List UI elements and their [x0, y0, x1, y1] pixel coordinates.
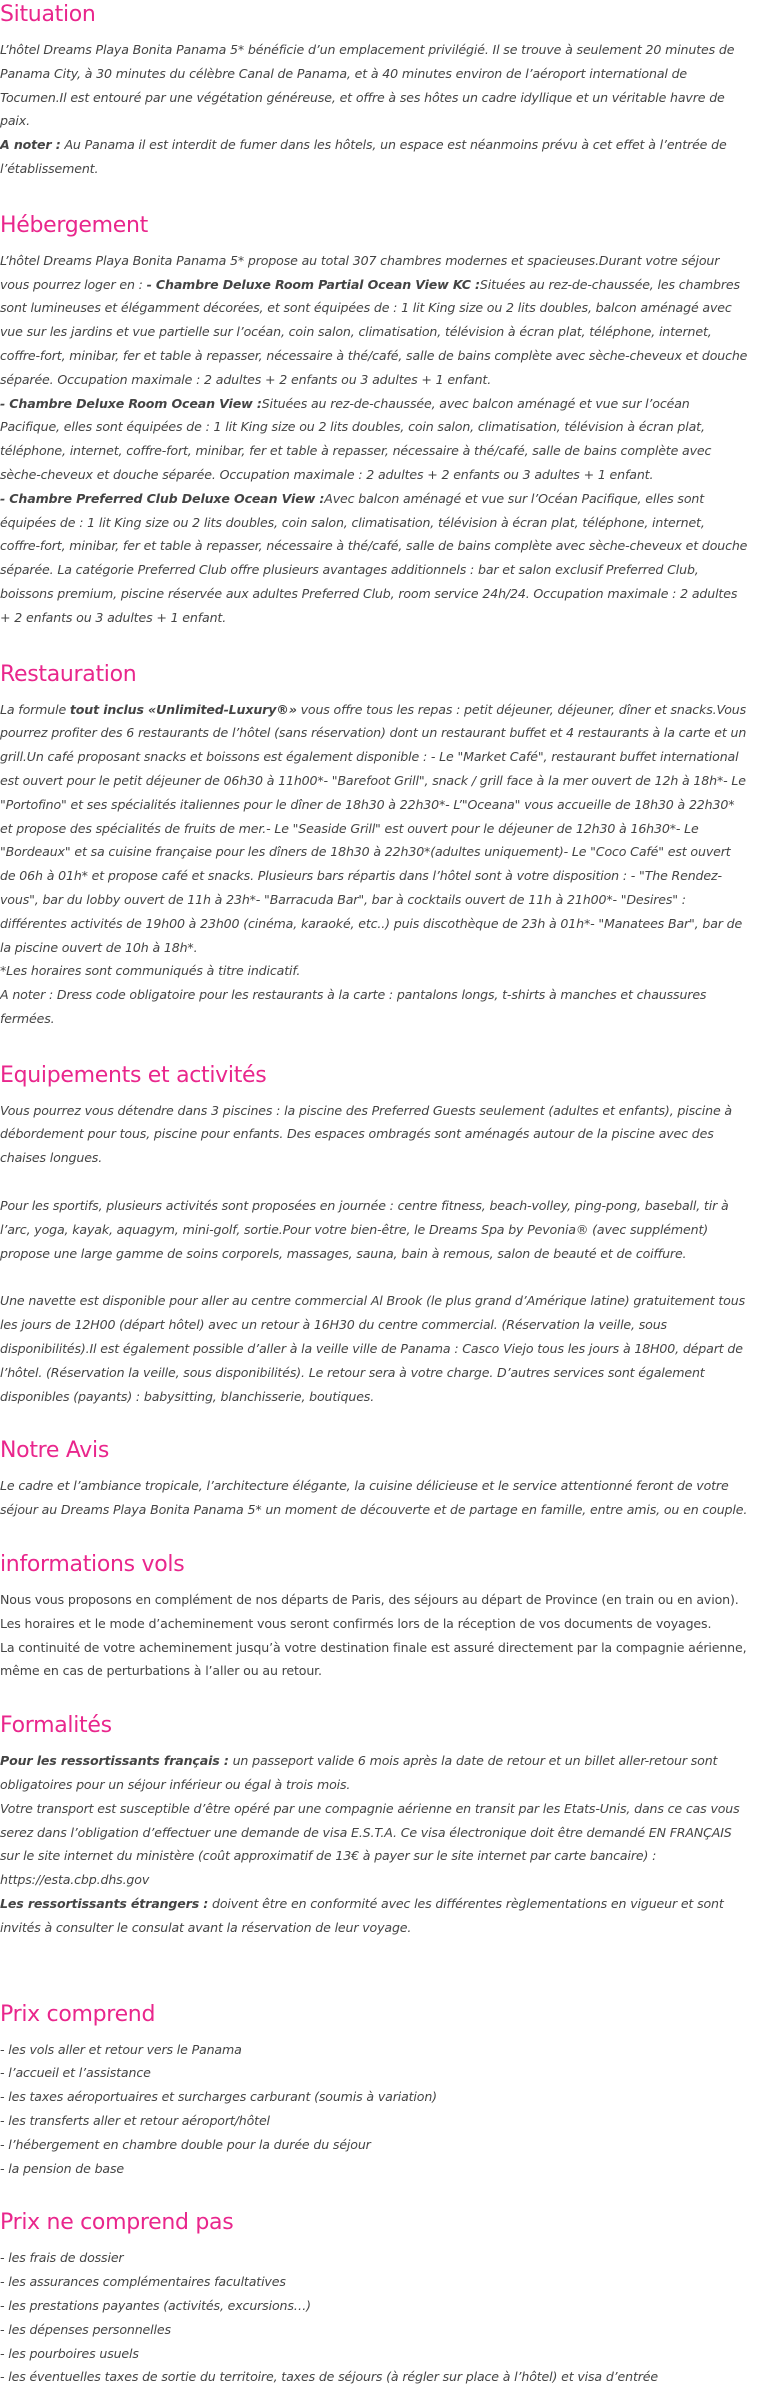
foreign-nationals-label: Les ressortissants étrangers : — [0, 1896, 209, 1912]
section-restauration — [0, 660, 748, 1031]
situation-heading: Situation — [0, 2, 96, 27]
equipements-paragraph-sports: Pour les sportifs, plusieurs activités sont proposées en journée : centre fitness, beach-volley, ping-pong, baseball, tir à l’arc, yoga, kayak, aquagym, mini-golf, sortie.Pour votre bien-être, le Dreams Spa by Pevonia® (avec supplément) propose une large gamme de soins corporels, massages, sauna, bain à remous, salon de beauté et de coiffure. — [0, 1198, 729, 1261]
avis-heading: Notre Avis — [0, 1438, 109, 1464]
section-vols — [0, 1550, 748, 1683]
list-item: - les dépenses personnelles — [0, 2321, 171, 2337]
vols-paragraph: Nous vous proposons en complément de nos départs de Paris, des séjours au départ de Province (en train ou en avion). Les horaires et le mode d’acheminement vous seront confirmés lors de la réception de vos documents de voyages. La continuité de votre acheminement jusqu’à votre destination finale est assuré directement par la compagnie aérienne, même en cas de perturbations à l’aller ou au retour. — [0, 1592, 747, 1679]
formalites-heading: Formalités — [0, 1713, 112, 1739]
list-item: - la pension de base — [0, 2160, 125, 2176]
formalites-paragraph: Pour les ressortissants français : un passeport valide 6 mois après la date de retour et un billet aller-retour sont obligatoires pour un séjour inférieur ou égal à trois mois. Votre transport est susceptible d’être opéré par une compagnie aérienne en transit par les Etats-Unis, dans ce cas vous serez dans l’obligation d’effectuer une demande de visa E.S.T.A. Ce visa électronique doit être demandé EN FRANÇAIS sur le site internet du ministère (coût approximatif de 13€ à payer sur le site internet par carte bancaire) : https://esta.cbp.dhs.gov Les ressortissants étrangers : doivent être en conformité avec les différentes règlementations en vigueur et sont invités à consulter le consulat avant la réservation de leur voyage. — [0, 1753, 740, 1935]
equipements-heading: Equipements et activités — [0, 1062, 267, 1088]
list-item: - les vols aller et retour vers le Panama — [0, 2041, 242, 2057]
section-formalites — [0, 1711, 748, 1939]
prix-ne-comprend-list — [0, 2246, 748, 2389]
formula-label: tout inclus «Unlimited-Luxury®» — [69, 701, 297, 717]
section-avis — [0, 1436, 748, 1522]
section-prix-ne-comprend — [0, 2208, 748, 2389]
list-item: - l’hébergement en chambre double pour la durée du séjour — [0, 2136, 371, 2152]
dress-code-note: A noter : Dress code obligatoire pour les restaurants à la carte : pantalons longs, t-shirts à manches et chaussures fermées. — [0, 987, 707, 1026]
restauration-heading: Restauration — [0, 661, 137, 687]
equipements-paragraph-pools: Vous pourrez vous détendre dans 3 piscines : la piscine des Preferred Guests seulement (adultes et enfants), piscine à débordement pour tous, piscine pour enfants. Des espaces ombragés sont aménagés autour de la piscine avec des chaises longues. — [0, 1102, 732, 1166]
situation-paragraph: L’hôtel Dreams Playa Bonita Panama 5* bénéficie d’un emplacement privilégié. Il se trouve à seulement 20 minutes de Panama City, à 30 minutes du célèbre Canal de Panama, et à 40 minutes environ de l’aéroport international de Tocumen.Il est entouré par une végétation généreuse, et offre à ses hôtes un cadre idyllique et un véritable havre de paix. A noter : Au Panama il est interdit de fumer dans les hôtels, un espace est néanmoins prévu à cet effet à l’entrée de l’établissement. — [0, 42, 735, 176]
room3-label: - Chambre Preferred Club Deluxe Ocean View : — [0, 490, 325, 506]
room1-label: - Chambre Deluxe Room Partial Ocean View KC : — [146, 276, 480, 292]
room2-label: - Chambre Deluxe Room Ocean View : — [0, 395, 262, 411]
prix-comprend-heading: Prix comprend — [0, 2001, 156, 2027]
list-item: - les éventuelles taxes de sortie du territoire, taxes de séjours (à régler sur place à l’hôtel) et visa d’entrée — [0, 2369, 658, 2385]
section-hebergement — [0, 211, 748, 630]
list-item: - les pourboires usuels — [0, 2345, 139, 2361]
restauration-paragraph: La formule tout inclus «Unlimited-Luxury®» vous offre tous les repas : petit déjeuner, déjeuner, dîner et snacks.Vous pourrez profiter des 6 restaurants de l’hôtel (sans réservation) dont un restaurant buffet et 4 restaurants à la carte et un grill.Un café proposant snacks et boissons est également disponible : - Le "Market Café", restaurant buffet international est ouvert pour le petit déjeuner de 06h30 à 11h00*- "Barefoot Grill", snack / grill face à la mer ouvert de 12h à 18h*- Le "Portofino" et ses spécialités italiennes pour le dîner de 18h30 à 22h30*- L’"Oceana" vous accueille de 18h30 à 22h30* et propose des spécialités de fruits de mer.- Le "Seaside Grill" est ouvert pour le déjeuner de 12h30 à 16h30*- Le "Bordeaux" et sa cuisine française pour les dîners de 18h30 à 22h30*(adultes uniquement)- Le "Coco Café" est ouvert de 06h à 01h* et propose café et snacks. Plusieurs bars répartis dans l’hôtel sont à votre disposition : - "The Rendez-vous", bar du lobby ouvert de 11h à 23h*- "Barracuda Bar", bar à cocktails ouvert de 11h à 21h00*- "Desires" : différentes activités de 19h00 à 23h00 (cinéma, karaoké, etc..) puis discothèque de 23h à 01h*- "Manatees Bar", bar de la piscine ouvert de 10h à 18h*. *Les horaires sont communiqués à titre indicatif. A noter : Dress code obligatoire pour les restaurants à la carte : pantalons longs, t-shirts à manches et chaussures fermées. — [0, 701, 747, 1026]
section-situation — [0, 0, 748, 181]
hebergement-paragraph: L’hôtel Dreams Playa Bonita Panama 5* propose au total 307 chambres modernes et spacieuses.Durant votre séjour vous pourrez loger en : - Chambre Deluxe Room Partial Ocean View KC :Situées au rez-de-chaussée, les chambres sont lumineuses et élégamment décorées, et sont équipées de : 1 lit King size ou 2 lits doubles, balcon aménagé avec vue sur les jardins et vue partielle sur l’océan, coin salon, climatisation, télévision à écran plat, téléphone, internet, coffre-fort, minibar, fer et table à repasser, nécessaire à thé/café, salle de bains complète avec sèche-cheveux et douche séparée. Occupation maximale : 2 adultes + 2 enfants ou 3 adultes + 1 enfant. - Chambre Deluxe Room Ocean View :Situées au rez-de-chaussée, avec balcon aménagé et vue sur l’océan Pacifique, elles sont équipées de : 1 lit King size ou 2 lits doubles, coin salon, climatisation, télévision à écran plat, téléphone, internet, coffre-fort, minibar, fer et table à repasser, nécessaire à thé/café, salle de bains complète avec sèche-cheveux et douche séparée. Occupation maximale : 2 adultes + 2 enfants ou 3 adultes + 1 enfant. - Chambre Preferred Club Deluxe Ocean View :Avec balcon aménagé et vue sur l’Océan Pacifique, elles sont équipées de : 1 lit King size ou 2 lits doubles, coin salon, climatisation, télévision à écran plat, téléphone, internet, coffre-fort, minibar, fer et table à repasser, nécessaire à thé/café, salle de bains complète avec sèche-cheveux et douche séparée. La catégorie Preferred Club offre plusieurs avantages additionnels : bar et salon exclusif Preferred Club, boissons premium, piscine réservée aux adultes Preferred Club, room service 24h/24. Occupation maximale : 2 adultes + 2 enfants ou 3 adultes + 1 enfant. — [0, 252, 748, 625]
list-item: - les prestations payantes (activités, excursions…) — [0, 2297, 311, 2313]
horaires-note: *Les horaires sont communiqués à titre indicatif. — [0, 963, 301, 979]
esta-text: Votre transport est susceptible d’être opéré par une compagnie aérienne en transit par les Etats-Unis, dans ce cas vous serez dans l’obligation d’effectuer une demande de visa E.S.T.A. Ce visa électronique doit être demandé EN FRANÇAIS sur le site internet du ministère (coût approximatif de 13€ à payer sur le site internet par carte bancaire) : https://esta.cbp.dhs.gov — [0, 1800, 740, 1888]
list-item: - les transferts aller et retour aéroport/hôtel — [0, 2113, 270, 2128]
list-item: - l’accueil et l’assistance — [0, 2065, 151, 2081]
list-item: - les frais de dossier — [0, 2250, 124, 2266]
list-item: - les assurances complémentaires facultatives — [0, 2274, 286, 2290]
avis-paragraph: Le cadre et l’ambiance tropicale, l’architecture élégante, la cuisine délicieuse et le service attentionné feront de votre séjour au Dreams Playa Bonita Panama 5* un moment de découverte et de partage en famille, entre amis, ou en couple. — [0, 1478, 748, 1518]
list-item: - les taxes aéroportuaires et surcharges carburant (soumis à variation) — [0, 2089, 437, 2105]
vols-heading: informations vols — [0, 1552, 185, 1578]
hebergement-heading: Hébergement — [0, 212, 148, 238]
prix-comprend-list — [0, 2038, 748, 2181]
section-equipements — [0, 1061, 748, 1409]
french-nationals-label: Pour les ressortissants français : — [0, 1753, 229, 1769]
prix-ne-comprend-heading: Prix ne comprend pas — [0, 2210, 234, 2236]
equipements-paragraph-shuttle: Une navette est disponible pour aller au centre commercial Al Brook (le plus grand d’Amérique latine) gratuitement tous les jours de 12H00 (départ hôtel) avec un retour à 16H30 du centre commercial. (Réservation la veille, sous disponibilités).Il est également possible d’aller à la veille ville de Panama : Casco Viejo tous les jours à 18H00, départ de l’hôtel. (Réservation la veille, sous disponibilités). Le retour sera à votre charge. D’autres services sont également disponibles (payants) : babysitting, blanchisserie, boutiques. — [0, 1293, 745, 1404]
section-prix-comprend — [0, 2000, 748, 2181]
situation-note-label: A noter : — [0, 137, 61, 153]
